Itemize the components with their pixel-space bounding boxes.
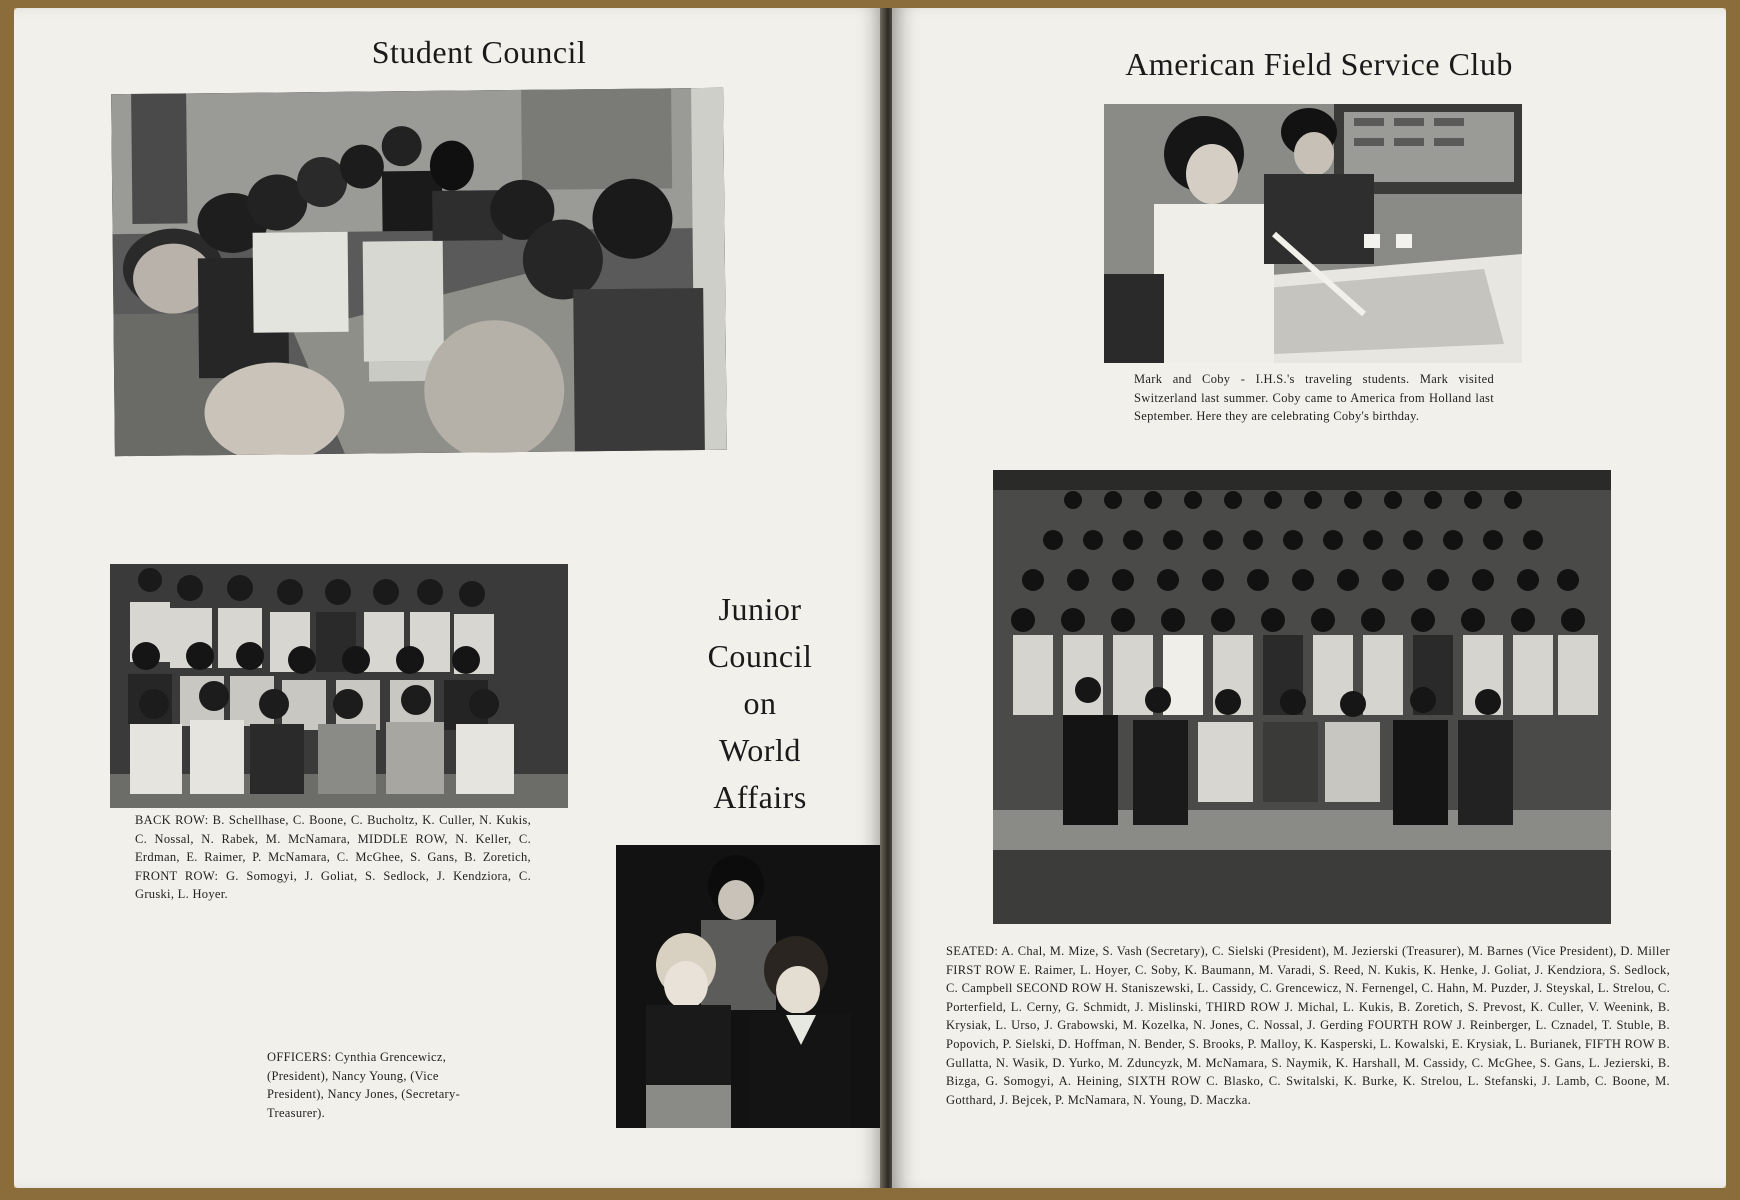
junior-council-roster-caption: BACK ROW: B. Schellhase, C. Boone, C. Bucholtz, K. Culler, N. Kukis, C. Nossal, N. Rabek, M. McNamara, MIDDLE ROW, N. Keller, C. Erdman, E. Raimer, P. McNamara, C. McGhee, S. Gans, B. Zoretich, FRONT ROW: G. Somogyi, J. Goliat, S. Sedlock, J. Kendziora, C. Gruski, L. Hoyer. xyxy=(135,813,531,902)
junior-council-title-line: World xyxy=(719,732,801,768)
afs-club-group-photo xyxy=(993,470,1611,924)
junior-council-title-line: on xyxy=(743,685,777,721)
yearbook-spread xyxy=(14,8,1726,1188)
junior-council-officers-caption: OFFICERS: Cynthia Grencewicz, (President), Nancy Young, (Vice President), Nancy Jones, (Secretary-Treasurer). xyxy=(267,1050,461,1120)
left-page xyxy=(14,8,884,1188)
afs-club-title: American Field Service Club xyxy=(1125,46,1513,82)
junior-council-title-line: Council xyxy=(707,638,813,674)
afs-traveling-students-caption: Mark and Coby - I.H.S.'s traveling students. Mark visited Switzerland last summer. Coby came to America from Holland last September. Here they are celebrating Coby's birthday. xyxy=(1134,372,1494,424)
junior-council-officers-photo xyxy=(616,845,884,1128)
afs-club-roster-caption: SEATED: A. Chal, M. Mize, S. Vash (Secretary), C. Sielski (President), M. Jezierski (Treasurer), M. Barnes (Vice President), D. Miller FIRST ROW E. Raimer, L. Hoyer, C. Soby, K. Baumann, M. Varadi, S. Reed, N. Kukis, K. Henke, J. Goliat, J. Kendziora, S. Sedlock, C. Campbell SECOND ROW H. Staniszewski, L. Cassidy, C. Grencewicz, N. Fernengel, C. Hahn, M. Puzder, J. Steyskal, L. Strelou, C. Porterfield, L. Cerny, G. Schmidt, J. Mislinski, THIRD ROW J. Michal, L. Kukis, B. Zoretich, S. Prevost, K. Culler, V. Weenink, B. Krysiak, L. Urso, J. Grabowski, M. Kozelka, N. Jones, C. Nossal, J. Gerding FOURTH ROW J. Reinberger, L. Cznadel, T. Stuble, B. Popovich, P. Sielski, D. Hoffman, N. Bender, S. Brooks, P. Malloy, K. Kasperski, L. Kowalski, E. Krysiak, L. Burianek, FIFTH ROW B. Gullatta, N. Wasik, D. Yurko, M. Zduncyzk, M. McNamara, S. Naymik, K. Harshall, M. Cassidy, C. McGhee, S. Gans, L. Jezierski, B. Bizga, G. Somogyi, A. Heining, SIXTH ROW C. Blasko, C. Switalski, K. Burke, K. Strelou, L. Stefanski, J. Lamb, C. Boone, M. Gotthard, J. Bejcek, P. McNamara, N. Young, D. Maczka. xyxy=(946,944,1670,1107)
student-council-photo xyxy=(111,88,727,456)
junior-council-group-photo xyxy=(110,564,568,808)
junior-council-title-line: Affairs xyxy=(713,779,807,815)
afs-traveling-students-photo xyxy=(1104,104,1522,363)
junior-council-title xyxy=(692,586,828,821)
right-page xyxy=(892,8,1726,1188)
junior-council-title-line: Junior xyxy=(718,591,802,627)
student-council-title: Student Council xyxy=(371,34,587,70)
